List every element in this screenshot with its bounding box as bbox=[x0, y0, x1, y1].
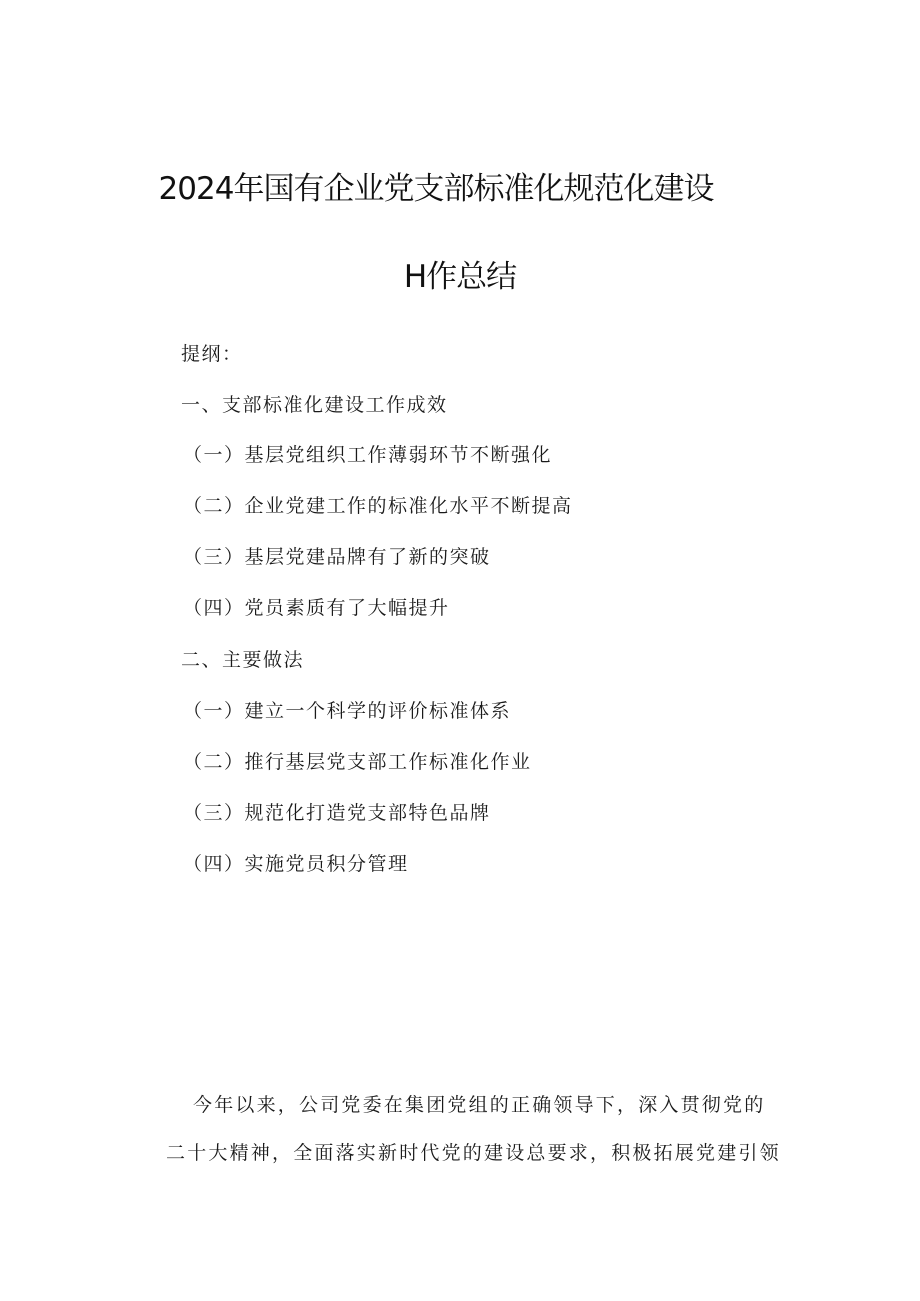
outline-item: （三）基层党建品牌有了新的突破 bbox=[183, 546, 491, 568]
outline-item: （三）规范化打造党支部特色品牌 bbox=[183, 802, 491, 824]
document-title-line-1: 2024年国有企业党支部标准化规范化建设 bbox=[158, 171, 714, 207]
outline-section-heading: 一、支部标准化建设工作成效 bbox=[181, 394, 448, 416]
document-title-line-2: H作总结 bbox=[403, 259, 517, 295]
body-paragraph-line-1: 今年以来，公司党委在集团党组的正确领导下，深入贯彻党的 bbox=[193, 1094, 766, 1116]
outline-label: 提纲： bbox=[181, 343, 243, 365]
outline-item: （二）推行基层党支部工作标准化作业 bbox=[183, 751, 532, 773]
outline-item: （二）企业党建工作的标准化水平不断提高 bbox=[183, 495, 573, 517]
body-paragraph-line-2: 二十大精神，全面落实新时代党的建设总要求，积极拓展党建引领 bbox=[166, 1142, 781, 1164]
outline-item: （一）基层党组织工作薄弱环节不断强化 bbox=[183, 444, 553, 466]
outline-item: （四）实施党员积分管理 bbox=[183, 853, 409, 875]
outline-item: （四）党员素质有了大幅提升 bbox=[183, 597, 450, 619]
outline-section-heading: 二、主要做法 bbox=[181, 649, 305, 671]
outline-item: （一）建立一个科学的评价标准体系 bbox=[183, 700, 512, 722]
